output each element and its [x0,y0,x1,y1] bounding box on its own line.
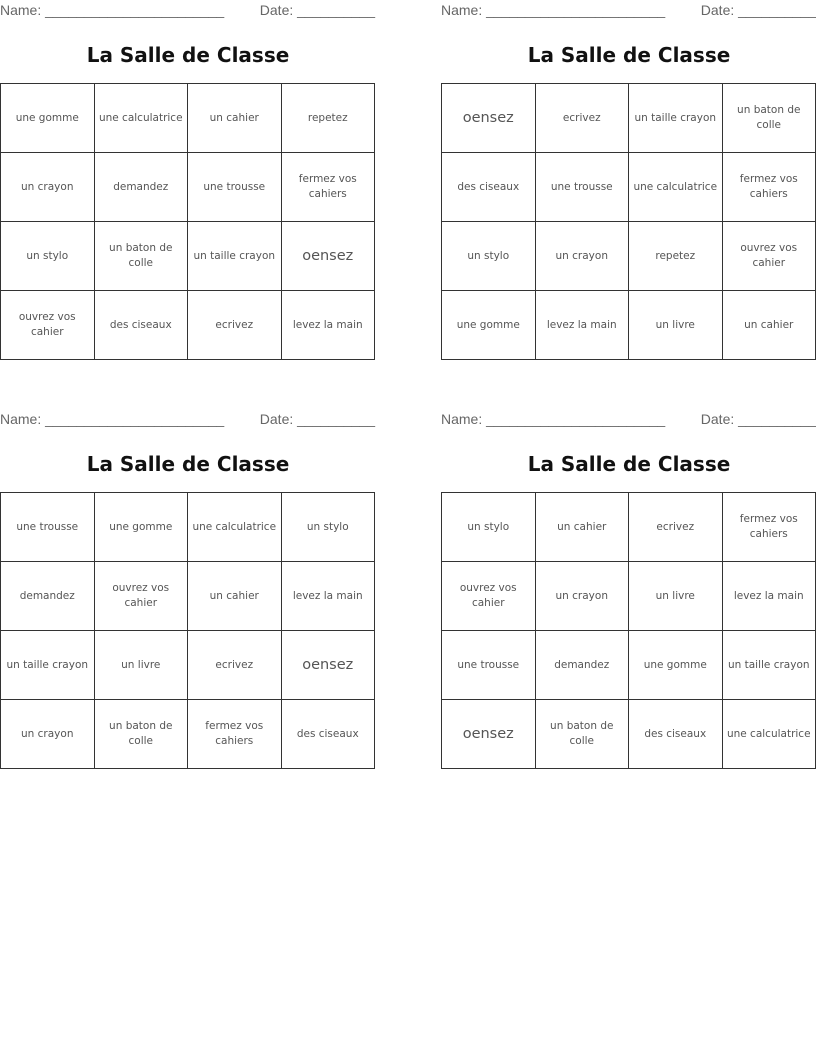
grid-row [442,631,816,700]
grid-cell: oensez [442,84,536,153]
grid-row [1,700,375,769]
grid-row [1,493,375,562]
grid-cell: un baton de colle [722,84,816,153]
grid-cell: ouvrez vos cahier [722,222,816,291]
grid-cell: fermez vos cahiers [281,153,375,222]
grid-cell: une trousse [442,631,536,700]
grid-cell: un stylo [442,493,536,562]
grid-cell: des ciseaux [94,291,188,360]
grid-cell: un stylo [281,493,375,562]
card-header [0,0,376,20]
bingo-grid [441,492,816,769]
grid-cell: une trousse [1,493,95,562]
bingo-grid [0,83,375,360]
grid-cell: un livre [629,291,723,360]
grid-cell: un cahier [535,493,629,562]
name-field: Name: _______________________ [0,2,225,18]
grid-cell: un taille crayon [188,222,282,291]
date-field: Date: __________ [259,2,375,18]
grid-cell: levez la main [281,291,375,360]
grid-cell: un taille crayon [629,84,723,153]
grid-cell: un stylo [1,222,95,291]
date-field: Date: __________ [700,411,816,427]
bingo-card [441,409,816,747]
grid-cell: ecrivez [535,84,629,153]
grid-cell: un baton de colle [94,700,188,769]
grid-row [1,84,375,153]
grid-cell: un cahier [188,84,282,153]
grid-cell: une calculatrice [94,84,188,153]
card-title: La Salle de Classe [86,43,290,67]
grid-cell: ecrivez [188,631,282,700]
grid-cell: une gomme [94,493,188,562]
grid-row [1,153,375,222]
grid-cell: des ciseaux [629,700,723,769]
grid-row [442,153,816,222]
card-header [441,409,816,429]
grid-row [1,562,375,631]
bingo-grid [0,492,375,769]
grid-cell: un taille crayon [722,631,816,700]
grid-cell: une trousse [188,153,282,222]
grid-cell: oensez [442,700,536,769]
grid-cell: un baton de colle [94,222,188,291]
card-title: La Salle de Classe [527,43,731,67]
grid-cell: levez la main [535,291,629,360]
grid-cell: levez la main [722,562,816,631]
grid-cell: ouvrez vos cahier [442,562,536,631]
grid-cell: ecrivez [188,291,282,360]
grid-cell: levez la main [281,562,375,631]
grid-row [442,562,816,631]
grid-row [442,84,816,153]
grid-cell: ouvrez vos cahier [94,562,188,631]
card-title: La Salle de Classe [527,452,731,476]
name-field: Name: _______________________ [0,411,225,427]
grid-cell: oensez [281,222,375,291]
grid-cell: une trousse [535,153,629,222]
grid-row [1,222,375,291]
grid-cell: une calculatrice [188,493,282,562]
grid-cell: un cahier [188,562,282,631]
grid-row [442,291,816,360]
bingo-card [441,0,816,331]
grid-cell: un livre [94,631,188,700]
grid-row [1,631,375,700]
card-header [0,409,376,429]
card-header [441,0,816,20]
grid-cell: un taille crayon [1,631,95,700]
name-field: Name: _______________________ [441,411,666,427]
grid-cell: une gomme [1,84,95,153]
grid-cell: fermez vos cahiers [722,493,816,562]
grid-cell: un cahier [722,291,816,360]
grid-cell: une gomme [442,291,536,360]
bingo-card [0,0,376,338]
grid-cell: repetez [281,84,375,153]
name-field: Name: _______________________ [441,2,666,18]
grid-cell: des ciseaux [442,153,536,222]
grid-cell: des ciseaux [281,700,375,769]
date-field: Date: __________ [700,2,816,18]
grid-cell: un baton de colle [535,700,629,769]
grid-cell: une calculatrice [722,700,816,769]
grid-cell: un livre [629,562,723,631]
grid-cell: oensez [281,631,375,700]
grid-cell: ouvrez vos cahier [1,291,95,360]
grid-cell: un crayon [535,562,629,631]
grid-cell: une calculatrice [629,153,723,222]
grid-cell: repetez [629,222,723,291]
grid-cell: fermez vos cahiers [722,153,816,222]
card-title: La Salle de Classe [86,452,290,476]
grid-cell: demandez [1,562,95,631]
date-field: Date: __________ [259,411,375,427]
grid-cell: fermez vos cahiers [188,700,282,769]
grid-cell: un crayon [535,222,629,291]
grid-row [1,291,375,360]
grid-cell: ecrivez [629,493,723,562]
grid-row [442,222,816,291]
grid-cell: une gomme [629,631,723,700]
grid-cell: demandez [94,153,188,222]
grid-row [442,700,816,769]
grid-row [442,493,816,562]
grid-cell: un stylo [442,222,536,291]
grid-cell: un crayon [1,153,95,222]
grid-cell: un crayon [1,700,95,769]
grid-cell: demandez [535,631,629,700]
bingo-card [0,409,376,747]
bingo-grid [441,83,816,360]
